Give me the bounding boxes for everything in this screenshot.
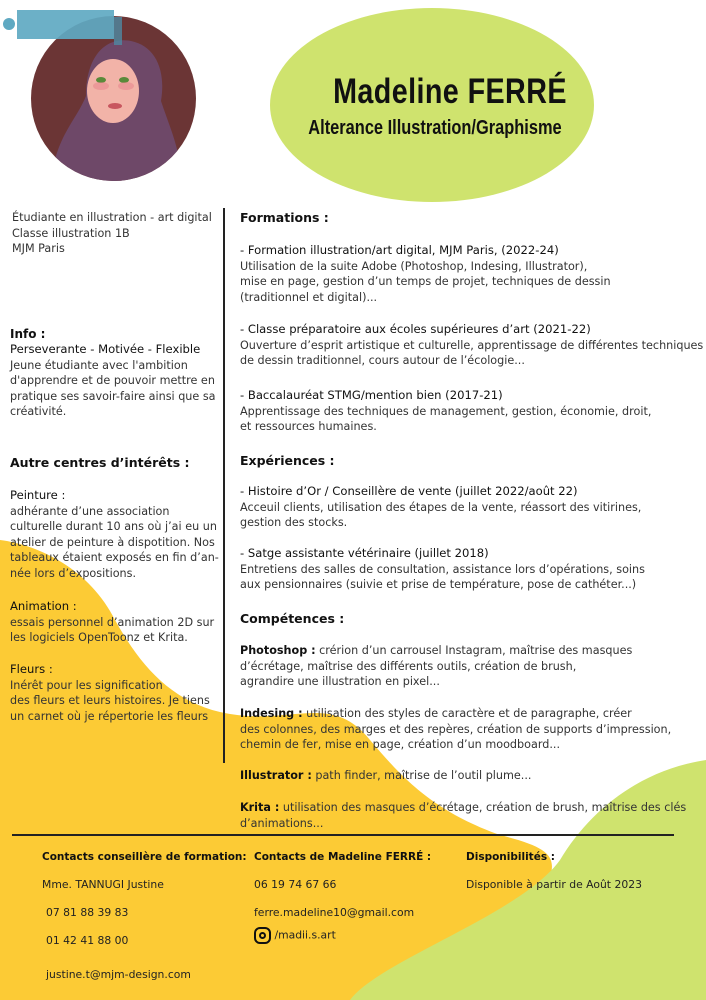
instagram-link[interactable]	[254, 927, 431, 944]
interest-title: Animation :	[10, 599, 77, 613]
personal-contacts	[254, 851, 431, 944]
footer-divider	[12, 834, 674, 836]
skill-line: des colonnes, des marges et des repères, création de supports d’impression,	[240, 722, 672, 736]
formation-item	[240, 243, 611, 305]
interest-title: Peinture :	[10, 488, 66, 502]
interest-line: essais personnel d’animation 2D sur	[10, 615, 215, 629]
formation-item	[240, 388, 651, 435]
formation-line: de dessin traditionnel, cours autour de l’écologie...	[240, 354, 525, 367]
skill-krita	[240, 800, 686, 831]
interest-line: les logiciels OpenToonz et Krita.	[10, 631, 188, 644]
info-line: pratique ses savoir-faire ainsi que sa	[10, 389, 216, 403]
formations-section	[240, 210, 329, 225]
interests-title: Autre centres d’intérêts :	[10, 455, 190, 470]
page-subtitle: Alterance Illustration/Graphisme	[308, 117, 562, 139]
formation-line: Utilisation de la suite Adobe (Photoshop, Indesing, Illustrator),	[240, 259, 588, 273]
availability-text: Disponible à partir de Août 2023	[466, 878, 642, 891]
section-title: Expériences :	[240, 453, 335, 468]
interest-line: adhérante d’une association	[10, 504, 170, 518]
page-title: Madeline FERRÉ	[333, 72, 567, 111]
advisor-contacts	[42, 851, 247, 981]
skill-name: Photoshop :	[240, 644, 316, 657]
experience-line: gestion des stocks.	[240, 516, 348, 529]
info-line: Jeune étudiante avec l'ambition	[10, 358, 188, 372]
instagram-handle: /madii.s.art	[274, 928, 336, 942]
skill-line: utilisation des styles de caractère et de paragraphe, créer	[302, 707, 632, 720]
instagram-icon	[254, 927, 271, 944]
interest-line: tableaux étaient exposés en fin d’an-	[10, 551, 219, 564]
interest-line: Inérêt pour les signification	[10, 678, 163, 692]
skill-name: Krita :	[240, 801, 280, 814]
availability-title: Disponibilités :	[466, 851, 555, 863]
info-line: créativité.	[10, 405, 67, 418]
sidebar-interests	[10, 455, 189, 470]
formation-item	[240, 322, 703, 369]
skill-illustrator	[240, 768, 531, 784]
info-line: d'apprendre et de pouvoir mettre en	[10, 374, 215, 387]
advisor-name: Mme. TANNUGI Justine	[42, 878, 164, 891]
skill-name: Indesing :	[240, 707, 303, 720]
skill-line: d’écrétage, maîtrise des différents outils, création de brush,	[240, 659, 577, 673]
advisor-title: Contacts conseillère de formation:	[42, 851, 247, 863]
interest-peinture	[10, 488, 219, 581]
formation-line: Ouverture d’esprit artistique et culturelle, apprentissage de différentes techniques	[240, 338, 704, 352]
section-title: Formations :	[240, 210, 329, 225]
badge-frame	[114, 17, 122, 45]
formation-title: - Formation illustration/art digital, MJM Paris, (2022-24)	[240, 243, 559, 257]
formation-line: mise en page, gestion d’un temps de projet, techniques de dessin	[240, 275, 611, 288]
skills-section	[240, 611, 344, 626]
availability	[466, 851, 642, 891]
experiences-section	[240, 453, 335, 468]
skill-line: utilisation des masques d’écrétage, création de brush, maîtrise des clés	[279, 801, 687, 814]
contact-phone[interactable]: 06 19 74 67 66	[254, 878, 337, 891]
formation-title: - Classe préparatoire aux écoles supérieures d’art (2021-22)	[240, 322, 591, 336]
intro-line: Classe illustration 1B	[12, 226, 130, 240]
intro-line: Étudiante en illustration - art digital	[12, 211, 212, 224]
info-title: Info :	[10, 327, 46, 341]
experience-line: aux pensionnaires (suivie et prise de température, pose de cathéter...)	[240, 578, 637, 591]
formation-line: (traditionnel et digital)...	[240, 290, 378, 304]
interest-title: Fleurs :	[10, 662, 53, 676]
skill-line: crérion d’un carrousel Instagram, maîtrise des masques	[315, 644, 633, 657]
contact-title: Contacts de Madeline FERRÉ :	[254, 851, 432, 863]
formation-line: et ressources humaines.	[240, 420, 377, 433]
interest-fleurs	[10, 662, 210, 724]
badge-dot	[3, 18, 15, 30]
skill-line: path finder, maîtrise de l’outil plume...	[311, 769, 532, 782]
section-title: Compétences :	[240, 611, 345, 626]
info-traits: Perseverante - Motivée - Flexible	[10, 342, 201, 356]
skill-indesign	[240, 706, 671, 753]
advisor-phone[interactable]: 07 81 88 39 83	[46, 906, 129, 919]
experience-line: Entretiens des salles de consultation, assistance lors d’opérations, soins	[240, 562, 645, 576]
column-divider	[223, 208, 225, 763]
advisor-email[interactable]: justine.t@mjm-design.com	[46, 968, 191, 981]
experience-line: Acceuil clients, utilisation des étapes de la vente, réassort des vitirines,	[240, 500, 642, 514]
interest-line: un carnet où je répertorie les fleurs	[10, 709, 209, 723]
badge-overlay	[17, 10, 114, 39]
experience-title: - Histoire d’Or / Conseillère de vente (juillet 2022/août 22)	[240, 484, 578, 498]
interest-line: des fleurs et leurs histoires. Je tiens	[10, 694, 210, 707]
interest-line: culturelle durant 10 ans où j’ai eu un	[10, 520, 217, 533]
interest-line: atelier de peinture à dispotition. Nos	[10, 535, 215, 549]
skill-line: agrandire une illustration en pixel...	[240, 675, 440, 688]
skill-line: d’animations...	[240, 816, 324, 830]
interest-animation	[10, 599, 214, 646]
experience-item	[240, 546, 645, 593]
skill-line: chemin de fer, mise en page, création d’un moodboard...	[240, 738, 560, 751]
contact-email[interactable]: ferre.madeline10@gmail.com	[254, 906, 415, 919]
intro-line: MJM Paris	[12, 242, 65, 255]
formation-title: - Baccalauréat STMG/mention bien (2017-21)	[240, 388, 503, 402]
interest-line: née lors d’expositions.	[10, 566, 137, 580]
experience-title: - Satge assistante vétérinaire (juillet 2018)	[240, 546, 489, 560]
skill-photoshop	[240, 643, 632, 690]
advisor-phone[interactable]: 01 42 41 88 00	[46, 934, 129, 947]
sidebar-intro	[12, 210, 212, 257]
formation-line: Apprentissage des techniques de management, gestion, économie, droit,	[240, 404, 652, 418]
skill-name: Illustrator :	[240, 769, 312, 782]
experience-item	[240, 484, 641, 531]
sidebar-info	[10, 327, 216, 420]
